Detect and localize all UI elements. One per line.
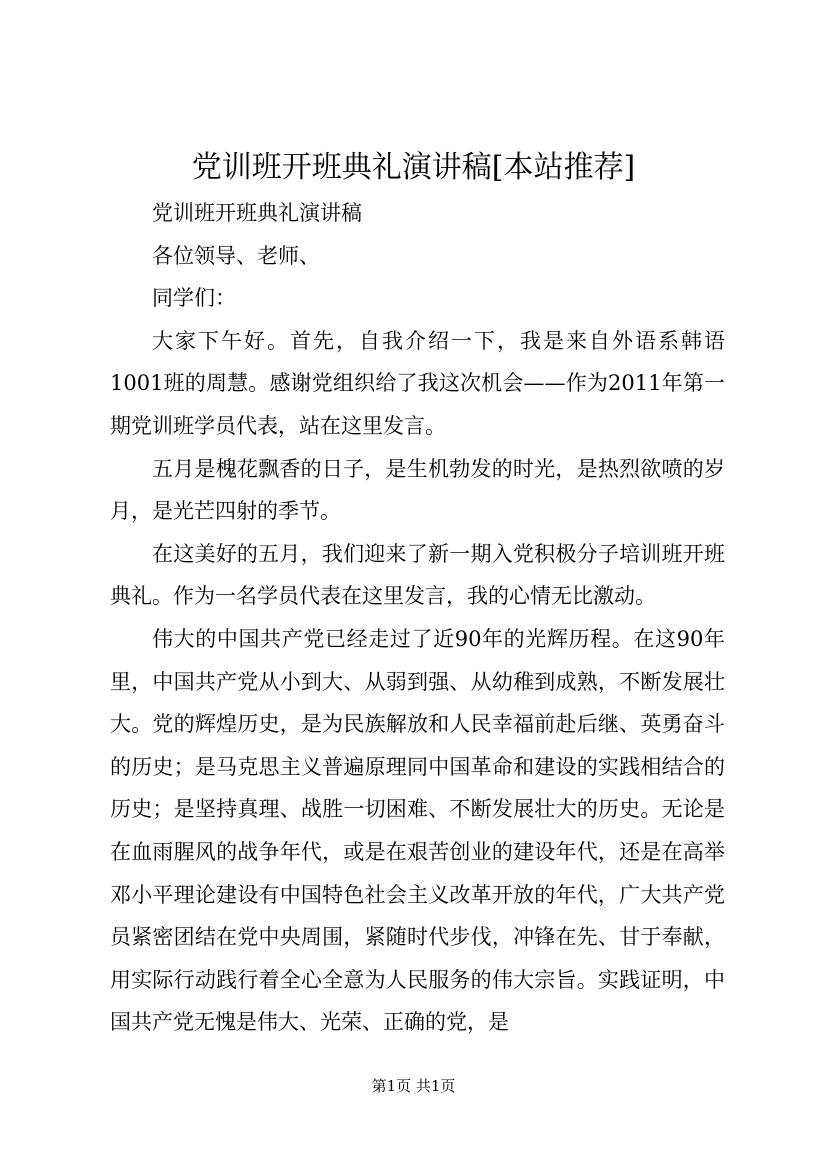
paragraph-party-history: 伟大的中国共产党已经走过了近90年的光辉历程。在这90年里，中国共产党从小到大、从弱到强、从幼稚到成熟，不断发展壮大。党的辉煌历史，是为民族解放和人民幸福前赴后继、英勇奋斗的历史；是马克思主义普遍原理同中国革命和建设的实践相结合的历史；是坚持真理、战胜一切困难、不断发展壮大的历史。无论是在血雨腥风的战争年代，或是在艰苦创业的建设年代，还是在高举邓小平理论建设有中国特色社会主义改革开放的年代，广大共产党员紧密团结在党中央周围，紧随时代步伐，冲锋在先、甘于奉献，用实际行动践行着全心全意为人民服务的伟大宗旨。实践证明，中国共产党无愧是伟大、光荣、正确的党，是: [110, 626, 725, 1035]
document-title: 党训班开班典礼演讲稿[本站推荐]: [191, 150, 636, 185]
document-body: [110, 192, 725, 1044]
paragraph-salutation-students: 同学们：: [152, 286, 236, 311]
page-footer: 第1页 共1页: [371, 1077, 456, 1095]
paragraph-may: 五月是槐花飘香的日子，是生机勃发的时光，是热烈欲喷的岁月，是光芒四射的季节。: [110, 456, 725, 524]
paragraph-speech-title: 党训班开班典礼演讲稿: [152, 201, 362, 225]
paragraph-introduction: 大家下午好。首先，自我介绍一下，我是来自外语系韩语1001班的周慧。感谢党组织给了我这次机会——作为2011年第一期党训班学员代表，站在这里发言。: [110, 328, 725, 438]
paragraph-opening-ceremony: 在这美好的五月，我们迎来了新一期入党积极分子培训班开班典礼。作为一名学员代表在这里发言，我的心情无比激动。: [110, 541, 725, 609]
paragraph-salutation-leaders: 各位领导、老师、: [152, 243, 320, 268]
